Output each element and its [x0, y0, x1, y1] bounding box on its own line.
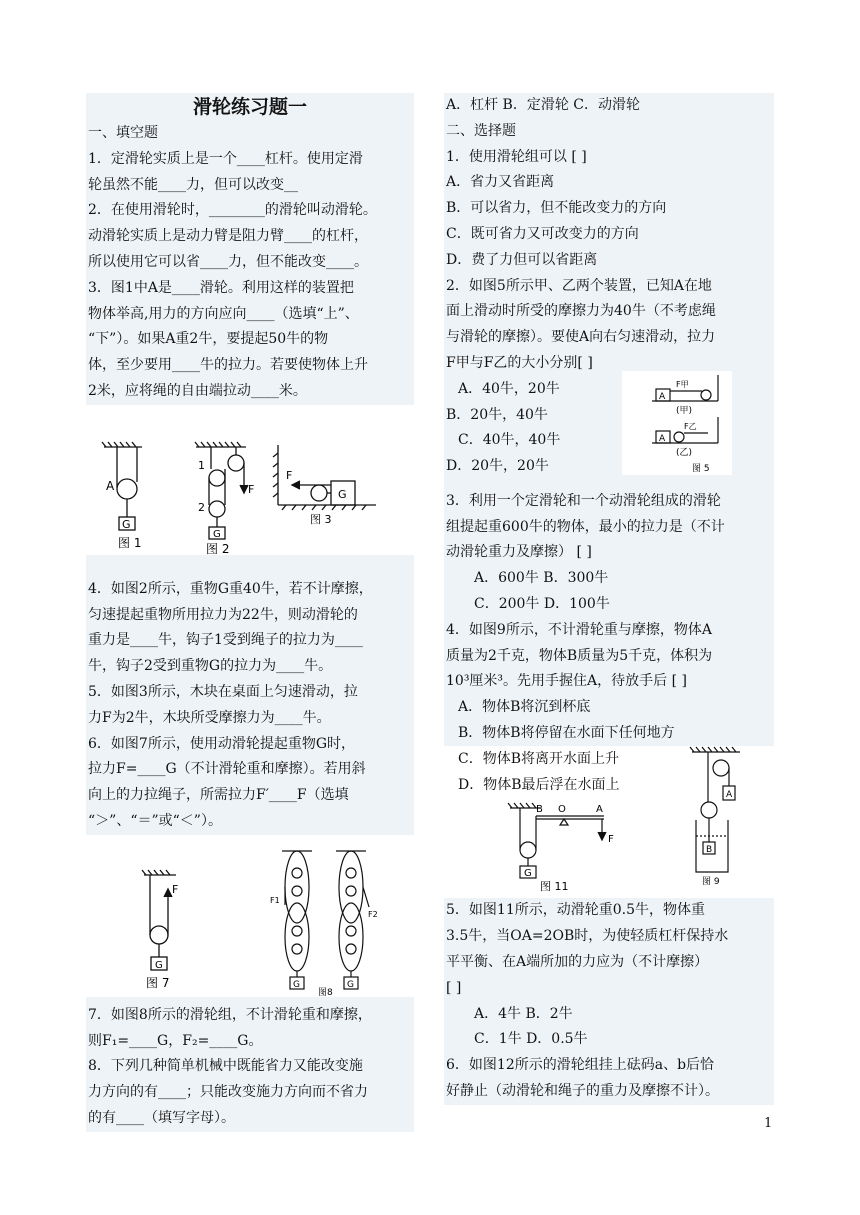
- text-line: 3.5牛，当OA=2OB时，为使轻质杠杆保持水: [446, 928, 729, 945]
- text-line: 体，至少要用____牛的拉力。若要使物体上升: [88, 357, 368, 374]
- fig9-label-b: B: [706, 845, 713, 856]
- option-line: B．20牛，40牛: [446, 406, 548, 423]
- fig1-label-g: G: [122, 517, 131, 531]
- q2-block: [444, 377, 774, 481]
- fig11-caption: 图 11: [540, 880, 569, 894]
- text-line: 面上滑动时所受的摩擦力为40牛（不考虑绳: [446, 303, 716, 320]
- fig3-caption: 图 3: [310, 512, 332, 526]
- option-line: A．物体B将沉到杯底: [458, 699, 591, 716]
- text-line: 4．如图9所示，不计滑轮重与摩擦，物体A: [446, 621, 712, 638]
- option-line: D．物体B最后浮在水面上: [458, 776, 620, 793]
- text-line: 2米，应将绳的自由端拉动____米。: [88, 382, 307, 399]
- fig8-label-f2: F2: [368, 909, 378, 919]
- option-line: D．20牛，20牛: [446, 458, 549, 475]
- text-line: 7．如图8所示的滑轮组，不计滑轮重和摩擦，: [88, 1006, 372, 1023]
- fig2-label-2: 2: [198, 500, 205, 514]
- fig2-label-g: G: [213, 528, 221, 540]
- text-line: 平平衡、在A端所加的力应为（不计摩擦）: [446, 953, 709, 970]
- fig11-label-g: G: [524, 868, 532, 880]
- fig11-label-a: A: [596, 804, 603, 816]
- fig2-label-f: F: [248, 482, 255, 496]
- text-line: C．既可省力又可改变力的方向: [446, 225, 639, 242]
- figure-5: [622, 371, 732, 475]
- fig8-label-g1: G: [293, 979, 300, 990]
- fig7-label-f: F: [172, 882, 179, 896]
- fig1-label-a: A: [106, 478, 115, 493]
- text-line: 的有____（填写字母）。: [88, 1109, 235, 1126]
- text-line: 1．定滑轮实质上是一个____杠杆。使用定滑: [88, 150, 363, 167]
- page-number: 1: [764, 1116, 773, 1131]
- text-line: D．费了力但可以省距离: [446, 251, 598, 268]
- fig2-label-1: 1: [198, 458, 205, 472]
- text-line: “＞”、“＝”或“＜”）。: [88, 812, 222, 829]
- text-line: 2．如图5所示甲、乙两个装置，已知A在地: [446, 277, 712, 294]
- option-line: C．1牛 D．0.5牛: [474, 1031, 588, 1048]
- text-line: 3．图1中A是____滑轮。利用这样的装置把: [88, 279, 354, 296]
- text-line: 则F₁=____G，F₂=____G。: [88, 1032, 263, 1049]
- text-line: 5．如图3所示，木块在桌面上匀速滑动，拉: [88, 683, 358, 700]
- text-line: 动滑轮实质上是动力臂是阻力臂____的杠杆，: [88, 228, 368, 245]
- fig8-caption: 图8: [318, 987, 333, 997]
- left-column: [86, 93, 414, 1132]
- text-line: 力方向的有____；只能改变施力方向而不省力: [88, 1084, 368, 1101]
- text-line: 力F为2牛，木块所受摩擦力为____牛。: [88, 709, 331, 726]
- fig5-label-fjia: F甲: [676, 379, 689, 389]
- text-line: 1．使用滑轮组可以 [ ]: [446, 148, 587, 165]
- text-line: [ ]: [446, 979, 462, 996]
- text-line: 轮虽然不能____力，但可以改变__: [88, 176, 298, 193]
- section-heading-fill: 一、填空题: [88, 125, 158, 141]
- fig1-caption: 图 1: [118, 535, 142, 550]
- fig5-label-fyi: F乙: [684, 421, 697, 431]
- fig5-label-yi: (乙): [676, 447, 693, 458]
- text-line: 10³厘米³。先用手握住A，待放手后 [ ]: [446, 673, 687, 690]
- figure-2: [195, 442, 248, 539]
- text-line: 质量为2千克，物体B质量为5千克，体积为: [446, 647, 713, 664]
- text-line: 物体举高,用力的方向应向____（选填“上”、: [88, 305, 359, 322]
- fig2-caption: 图 2: [206, 541, 230, 555]
- fig5-label-a2: A: [659, 433, 666, 444]
- fig3-label-g: G: [338, 487, 347, 501]
- option-line: C．200牛 D．100牛: [474, 595, 610, 612]
- text-line: 2．在使用滑轮时，________的滑轮叫动滑轮。: [88, 202, 377, 219]
- fig5-label-jia: (甲): [676, 405, 693, 416]
- fig11-label-b: B: [536, 804, 543, 816]
- text-line: “下”）。如果A重2牛，要提起50牛的物: [88, 331, 329, 348]
- text-line: A．杠杆 B．定滑轮 C．动滑轮: [446, 97, 641, 113]
- figure-8: [282, 851, 369, 989]
- text-line: 6．如图12所示的滑轮组挂上砝码a、b后恰: [446, 1057, 715, 1074]
- fig9-caption: 图 9: [702, 877, 720, 888]
- text-line: 5．如图11所示，动滑轮重0.5牛，物体重: [446, 902, 705, 919]
- text-line: 6．如图7所示，使用动滑轮提起重物G时，: [88, 735, 355, 752]
- fig11-label-f: F: [608, 834, 614, 846]
- text-line: 匀速提起重物所用拉力为22牛，则动滑轮的: [88, 606, 358, 623]
- figures-7-8: [86, 835, 414, 997]
- fig8-label-g2: G: [347, 979, 354, 990]
- fig5-label-a1: A: [659, 391, 666, 402]
- text-line: 重力是____牛，钩子1受到绳子的拉力为____: [88, 632, 363, 649]
- figures-1-2-3: [86, 405, 414, 555]
- figure-3: [273, 440, 412, 528]
- text-line: 好静止（动滑轮和绳子的重力及摩擦不计）。: [446, 1082, 719, 1099]
- page-title: 滑轮练习题一: [192, 96, 307, 118]
- option-line: A．4牛 B．2牛: [474, 1005, 573, 1022]
- fig9-label-a: A: [726, 790, 733, 801]
- text-line: 牛，钩子2受到重物G的拉力为____牛。: [88, 658, 333, 675]
- fig7-label-g: G: [155, 959, 163, 971]
- text-line: 3．利用一个定滑轮和一个动滑轮组成的滑轮: [446, 492, 721, 509]
- figure-9: [690, 747, 740, 872]
- option-line: A．600牛 B．300牛: [474, 570, 609, 587]
- text-line: A．省力又省距离: [446, 174, 555, 191]
- option-line: C．40牛，40牛: [458, 432, 561, 449]
- text-line: 4．如图2所示，重物G重40牛，若不计摩擦，: [88, 580, 373, 597]
- figure-7: [142, 870, 179, 970]
- text-line: 动滑轮重力及摩擦） [ ]: [446, 544, 592, 561]
- fig11-label-o: O: [558, 804, 566, 816]
- fig8-label-f1: F1: [270, 895, 280, 905]
- text-line: F甲与F乙的大小分别[ ]: [446, 354, 593, 371]
- fig3-label-f: F: [286, 468, 293, 482]
- option-line: C．物体B将离开水面上升: [458, 750, 619, 767]
- option-line: B．物体B将停留在水面下任何地方: [458, 724, 675, 741]
- text-line: 组提起重600牛的物体，最小的拉力是（不计: [446, 518, 725, 535]
- option-line: A．40牛，20牛: [458, 380, 560, 397]
- text-line: 8．下列几种简单机械中既能省力又能改变施: [88, 1058, 363, 1075]
- text-line: 向上的力拉绳子，所需拉力F′____F（选填: [88, 787, 349, 804]
- text-line: 拉力F=____G（不计滑轮重和摩擦）。若用斜: [88, 761, 366, 778]
- text-line: 所以使用它可以省____力，但不能改变____。: [88, 253, 368, 270]
- fig5-caption: 图 5: [692, 463, 710, 474]
- text-line: B．可以省力，但不能改变力的方向: [446, 200, 667, 217]
- fig7-caption: 图 7: [146, 975, 170, 990]
- section-heading-choice: 二、选择题: [446, 122, 516, 139]
- text-line: 与滑轮的摩擦）。要使A向右匀速滑动，拉力: [446, 329, 716, 346]
- right-column: [444, 93, 774, 1105]
